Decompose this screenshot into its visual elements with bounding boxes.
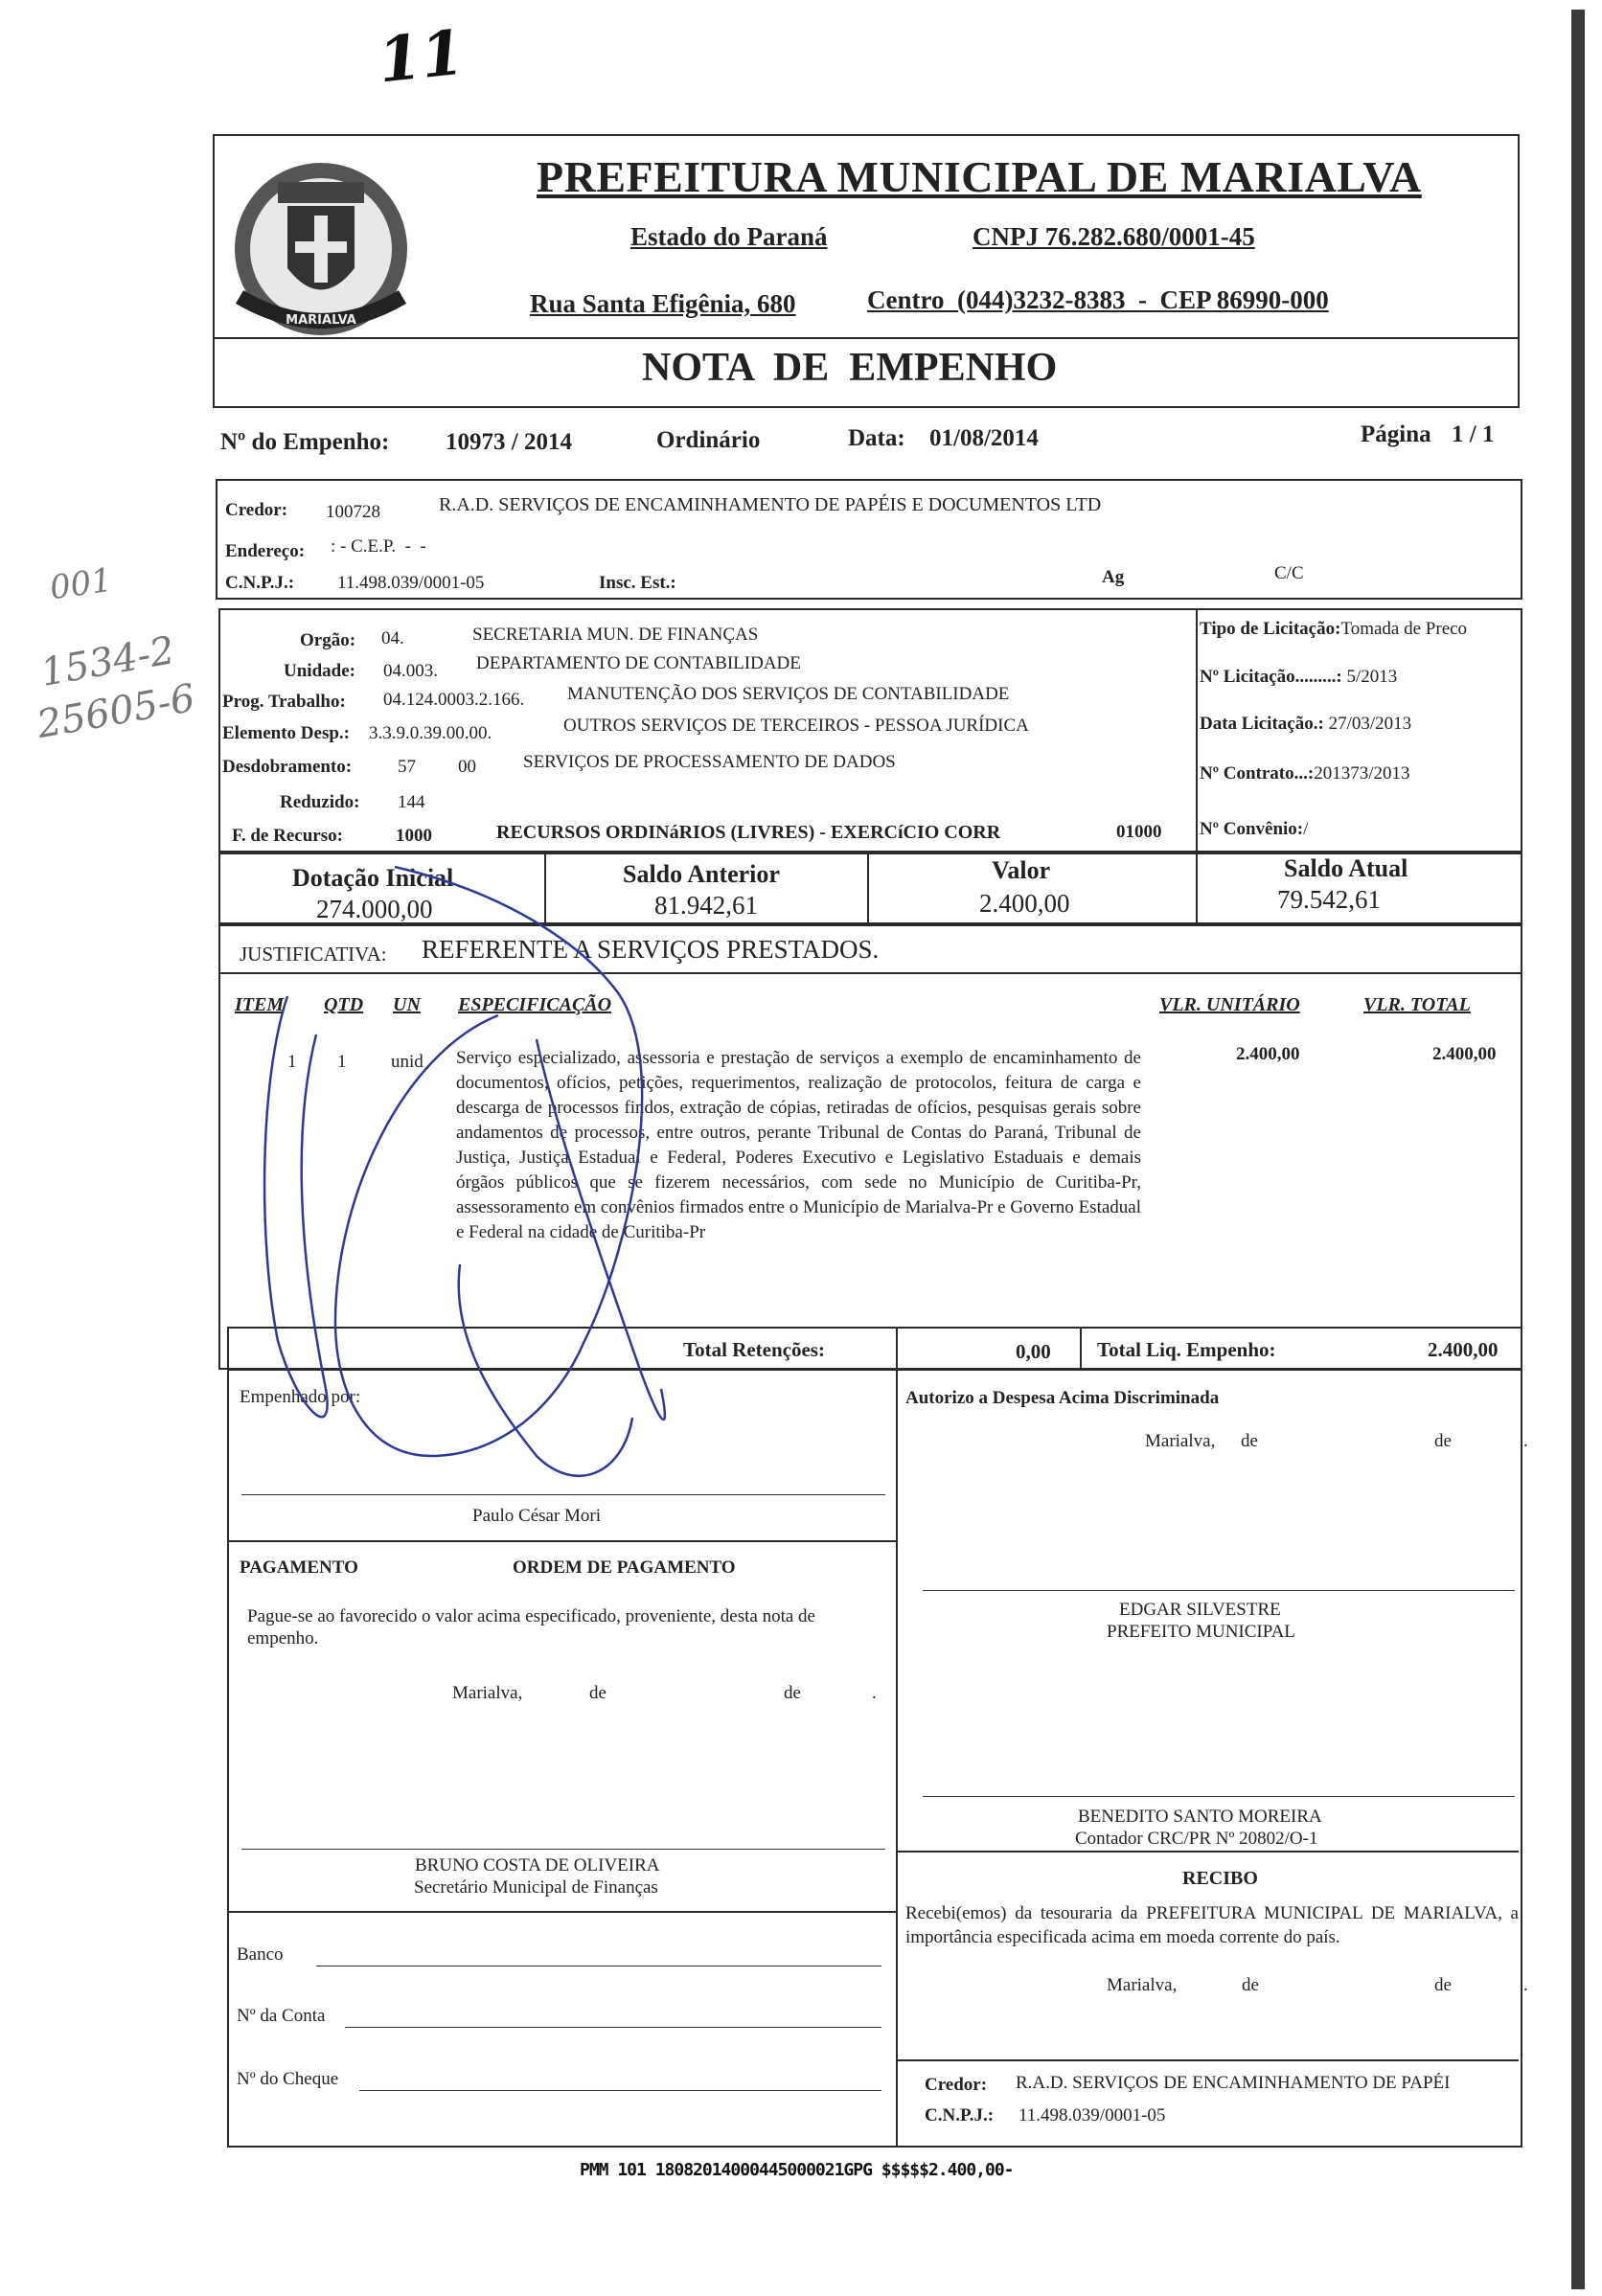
col-spec-header: ESPECIFICAÇÃO [458,994,612,1015]
numero-licitacao-label: Nº Licitação.........: [1200,667,1342,687]
contador-title: Contador CRC/PR Nº 20802/O-1 [1075,1829,1318,1849]
col-unit-header: VLR. UNITÁRIO [1159,994,1300,1015]
numero-contrato-label: Nº Contrato...: [1200,763,1315,784]
orgao-label: Orgão: [300,630,356,650]
row-un: unid [391,1052,423,1072]
endereco-value: : - C.E.P. - - [331,536,426,557]
signature-stroke-4 [459,1264,632,1476]
total-retencoes-value: 0,00 [1016,1340,1051,1363]
unidade-label: Unidade: [284,661,355,681]
pagamento-dot: . [872,1683,877,1703]
tipo-licitacao-value: Tomada de Preco [1340,619,1468,639]
col-item-header: ITEM [235,994,285,1015]
desdobramento-sub: 00 [458,757,476,777]
elemento-desp-label: Elemento Desp.: [222,723,350,743]
orgao-code: 04. [381,628,404,648]
endereco-label: Endereço: [225,541,306,561]
dotacao-label: Dotação Inicial [292,864,454,892]
elemento-desp-desc: OUTROS SERVIÇOS DE TERCEIROS - PESSOA JURÍDICA [563,716,1029,736]
desdobramento-code: 57 [398,757,416,777]
justificativa-text: REFERENTE A SERVIÇOS PRESTADOS. [422,935,880,964]
total-liquido-value: 2.400,00 [1428,1338,1499,1361]
desdobramento-desc: SERVIÇOS DE PROCESSAMENTO DE DADOS [523,752,896,772]
unidade-desc: DEPARTAMENTO DE CONTABILIDADE [476,653,801,673]
saldo-atual-label: Saldo Atual [1284,854,1408,882]
secretario-title: Secretário Municipal de Finanças [414,1877,658,1898]
header-title: PREFEITURA MUNICIPAL DE MARIALVA [537,152,1422,201]
desdobramento-label: Desdobramento: [222,757,353,777]
empenho-date: 01/08/2014 [929,425,1039,451]
contador-name: BENEDITO SANTO MOREIRA [1078,1807,1322,1827]
recibo-place: Marialva, [1107,1975,1178,1995]
prog-trabalho-code: 04.124.0003.2.166. [383,690,525,710]
row-total-value: 2.400,00 [1432,1044,1497,1064]
header-district-phone-cep: Centro (044)3232-8383 - CEP 86990-000 [867,285,1329,314]
handwritten-mark-top: 11 [375,16,468,98]
justificativa-label: JUSTIFICATIVA: [240,943,387,966]
pagamento-de-1: de [589,1683,606,1703]
pagamento-de-2: de [784,1683,801,1703]
scan-edge [1571,10,1585,2289]
margin-note-3: 25605-6 [34,675,198,748]
data-licitacao-value: 27/03/2013 [1328,714,1412,734]
elemento-desp-code: 3.3.9.0.39.00.00. [369,723,492,743]
pagamento-text: Pague-se ao favorecido o valor acima especificado, proveniente, desta nota de empenho. [247,1606,815,1648]
secretario-name: BRUNO COSTA DE OLIVEIRA [415,1855,660,1875]
agencia-label: Ag [1102,567,1125,587]
header-state: Estado do Paraná [630,222,828,251]
total-retencoes-label: Total Retenções: [683,1338,825,1361]
prefeito-title: PREFEITO MUNICIPAL [1107,1622,1295,1642]
autorizo-de-1: de [1241,1431,1258,1451]
header-address: Rua Santa Efigênia, 680 [530,289,796,318]
empenho-number-label: Nº do Empenho: [220,429,390,455]
col-un-header: UN [393,994,421,1015]
insc-est-label: Insc. Est.: [599,573,676,593]
total-liquido-label: Total Liq. Empenho: [1097,1338,1276,1361]
ordem-pagamento-title: ORDEM DE PAGAMENTO [513,1557,736,1578]
recibo-title: RECIBO [1182,1868,1258,1889]
recibo-credor: R.A.D. SERVIÇOS DE ENCAMINHAMENTO DE PAPÉI [1016,2073,1451,2093]
recibo-cnpj: 11.498.039/0001-05 [1018,2105,1166,2126]
saldo-anterior-label: Saldo Anterior [623,860,780,888]
document-title: NOTA DE EMPENHO [642,346,1058,390]
recibo-text: Recebi(emos) da tesouraria da PREFEITURA MUNICIPAL DE MARIALVA, a importância especificada acima em moeda corrente do país. [905,1903,1519,1947]
data-licitacao-label: Data Licitação.: [1200,714,1324,734]
empenhado-por-label: Empenhado por: [240,1387,361,1407]
fonte-recurso-code: 1000 [396,826,432,846]
valor-value: 2.400,00 [979,889,1070,918]
autorizo-de-2: de [1434,1431,1452,1451]
credor-cnpj: 11.498.039/0001-05 [337,573,485,593]
numero-convenio-value: / [1303,819,1309,839]
empenho-number: 10973 / 2014 [446,429,572,455]
credor-cnpj-label: C.N.P.J.: [225,573,295,593]
saldo-anterior-value: 81.942,61 [654,891,758,920]
margin-note-1: 001 [47,560,115,608]
numero-licitacao-value: 5/2013 [1346,667,1398,687]
numero-contrato-value: 201373/2013 [1314,763,1410,784]
fonte-recurso-sub: 01000 [1116,822,1162,842]
stamp-code: PMM 101 18082014000445000021GPG $$$$$2.400,00- [580,2160,1014,2180]
dotacao-value: 274.000,00 [316,895,433,923]
autorizo-dot: . [1523,1431,1528,1451]
prog-trabalho-desc: MANUTENÇÃO DOS SERVIÇOS DE CONTABILIDADE [567,684,1010,704]
recibo-dot: . [1523,1975,1528,1995]
signature-stroke-3 [537,1039,665,1420]
unidade-code: 04.003. [383,661,438,681]
cheque-label: Nº do Cheque [237,2069,339,2089]
autorizo-label: Autorizo a Despesa Acima Discriminada [905,1388,1220,1408]
header-cnpj: CNPJ 76.282.680/0001-45 [973,222,1255,251]
orgao-desc: SECRETARIA MUN. DE FINANÇAS [472,625,759,645]
reduzido-value: 144 [398,792,425,812]
empenhado-name: Paulo César Mori [472,1506,602,1526]
signature-stroke-1 [335,867,642,1456]
empenho-date-label: Data: [848,425,905,451]
col-total-header: VLR. TOTAL [1363,994,1471,1015]
row-item: 1 [287,1052,297,1072]
recibo-de-1: de [1242,1975,1259,1995]
row-spec: Serviço especializado, assessoria e prestação de serviços a exemplo de encaminhamento de documentos, ofícios, petições, requerimentos, realização de protocolos, feitura de carga e descarga de processos findos, extração de cópias, retiradas de ofícios, pesquisas gerais sobre andamentos de processos, entre outros, perante Tribunal de Contas do Paraná, Tribunal de Justiça, Justiça Estadual e Federal, Poderes Executivo e Legislativo Estaduais e demais órgãos públicos que se fizerem necessários, com sede no Município de Curitiba-Pr, assessoramento em convênios firmados entre o Município de Marialva-Pr e Governo Estadual e Federal na cidade de Curitiba-Pr [456,1048,1141,1242]
credor-label: Credor: [225,500,288,520]
recibo-de-2: de [1434,1975,1452,1995]
signature-stroke-2 [264,996,328,1417]
pagamento-place: Marialva, [452,1683,523,1703]
page-number: 1 / 1 [1452,421,1495,447]
page-label: Página [1361,421,1431,447]
credor-code: 100728 [326,502,380,522]
pagamento-title: PAGAMENTO [240,1557,358,1578]
tipo-licitacao-label: Tipo de Licitação: [1200,619,1341,639]
conta-corrente-label: C/C [1274,563,1304,583]
row-qtd: 1 [337,1052,347,1072]
margin-note-2: 1534-2 [37,628,178,695]
credor-name: R.A.D. SERVIÇOS DE ENCAMINHAMENTO DE PAPÉIS E DOCUMENTOS LTD [439,494,1102,515]
recibo-cnpj-label: C.N.P.J.: [925,2105,995,2126]
banco-label: Banco [237,1944,284,1965]
empenho-type: Ordinário [656,427,761,453]
saldo-atual-value: 79.542,61 [1277,885,1381,914]
fonte-recurso-label: F. de Recurso: [232,826,343,846]
numero-convenio-label: Nº Convênio: [1200,819,1304,839]
prefeito-name: EDGAR SILVESTRE [1119,1600,1281,1620]
valor-label: Valor [992,856,1051,884]
recibo-credor-label: Credor: [925,2075,988,2095]
reduzido-label: Reduzido: [280,792,360,812]
row-unit-value: 2.400,00 [1236,1044,1300,1064]
fonte-recurso-desc: RECURSOS ORDINáRIOS (LIVRES) - EXERCíCIO CORR [496,822,1001,843]
conta-label: Nº da Conta [237,2006,326,2026]
prog-trabalho-label: Prog. Trabalho: [222,692,346,712]
autorizo-place: Marialva, [1145,1431,1216,1451]
col-qtd-header: QTD [324,994,364,1015]
crest-text: MARIALVA [286,313,356,328]
